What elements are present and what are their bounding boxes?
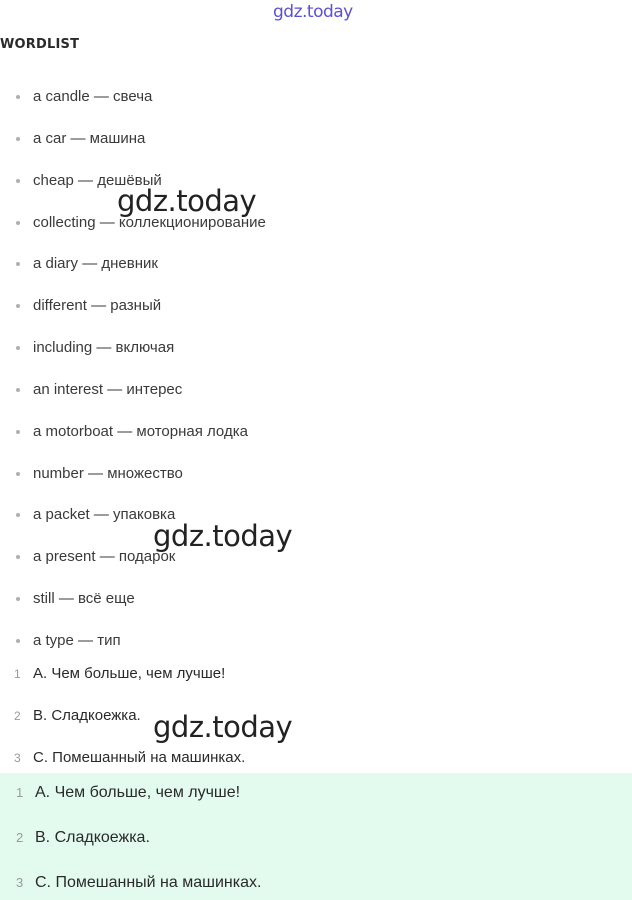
answers-highlighted-list [0,773,261,900]
bullet-icon [16,304,20,308]
bullet-icon [16,597,20,601]
answer-item [0,695,245,737]
answer-text: A. Чем больше, чем лучше! [35,784,241,801]
word-entry: cheap — дешёвый [33,171,162,189]
answer-number: 1 [16,785,24,800]
word-entry: a type — тип [33,631,121,649]
bullet-icon [16,388,20,392]
wordlist-item [0,243,266,285]
word-entry: a car — машина [33,129,146,147]
answers-highlight-box [0,773,632,900]
word-entry: number — множество [33,464,183,482]
answer-item [0,773,261,818]
wordlist-item [0,494,266,536]
answer-item [0,653,245,695]
answer-item [0,863,261,900]
answer-text: B. Сладкоежка. [35,829,150,846]
wordlist-item [0,411,266,453]
wordlist-item [0,118,266,160]
bullet-icon [16,221,20,225]
answer-number: 2 [14,709,21,723]
wordlist-item [0,369,266,411]
word-entry: a diary — дневник [33,255,158,273]
answer-text: C. Помешанный на машинках. [33,749,246,766]
bullet-icon [16,513,20,517]
wordlist-item [0,202,266,244]
word-entry: a candle — свеча [33,88,153,105]
watermark-overlay: gdz.today [153,710,293,744]
wordlist-title: WORDLIST [0,37,80,52]
header-watermark: gdz.today [273,2,353,22]
answer-number: 2 [16,830,24,845]
word-entry: collecting — коллекционирование [33,213,266,231]
bullet-icon [16,262,20,266]
word-entry: still — всё еще [33,590,135,608]
watermark-overlay: gdz.today [153,519,293,553]
watermark-overlay: gdz.today [117,184,257,218]
bullet-icon [16,555,20,559]
wordlist-item [0,160,266,202]
word-entry: an interest — интерес [33,380,183,398]
wordlist-item [0,578,266,620]
answer-text: A. Чем больше, чем лучше! [33,665,226,682]
answer-item [0,818,261,863]
bullet-icon [16,346,20,350]
wordlist-item [0,76,266,118]
bullet-icon [16,179,20,183]
wordlist-item [0,536,266,578]
word-entry: a packet — упаковка [33,506,176,524]
answer-text: C. Помешанный на машинках. [35,874,262,891]
wordlist-item [0,285,266,327]
word-entry: including — включая [33,339,175,357]
answers-list [0,653,245,779]
bullet-icon [16,95,20,99]
answer-number: 3 [14,751,21,765]
answer-number: 3 [16,875,24,890]
bullet-icon [16,472,20,476]
wordlist [0,76,266,662]
wordlist-item [0,453,266,495]
word-entry: different — разный [33,297,162,315]
answer-number: 1 [14,667,21,681]
bullet-icon [16,639,20,643]
answer-text: B. Сладкоежка. [33,707,141,724]
wordlist-item [0,327,266,369]
word-entry: a present — подарок [33,548,176,566]
word-entry: a motorboat — моторная лодка [33,422,248,440]
bullet-icon [16,137,20,141]
bullet-icon [16,430,20,434]
